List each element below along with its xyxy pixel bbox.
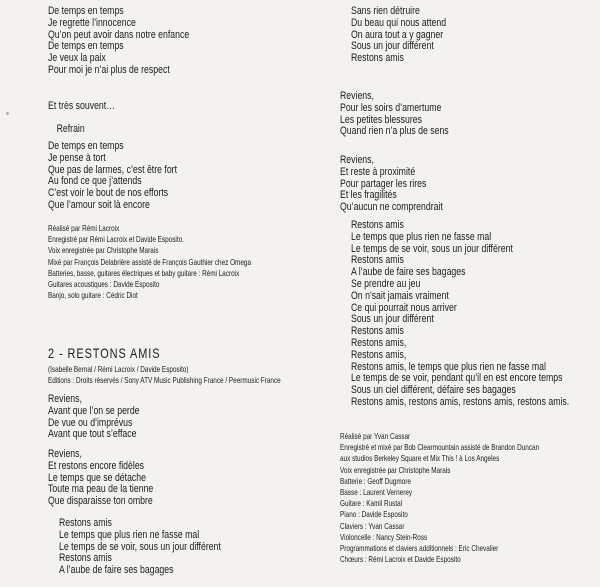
lyric-line: Et très souvent… xyxy=(48,100,115,112)
credit-line: aux studios Berkeley Square et Mix This ! à Los Angeles xyxy=(340,454,500,464)
lyric-line: Du beau qui nous attend xyxy=(351,16,447,29)
credit-line: Chœurs : Rémi Lacroix et Davide Esposito xyxy=(340,555,461,565)
credit-line: Enregistré par Rémi Lacroix et Davide Esposito. xyxy=(48,235,184,245)
lyric-line: Pour moi je n’ai plus de respect xyxy=(48,63,170,76)
right-credits xyxy=(340,431,595,565)
lyric-line: A l’aube de faire ses bagages xyxy=(351,266,466,279)
lyric-line: De temps en temps xyxy=(48,140,124,152)
song-title: 2 - RESTONS AMIS xyxy=(48,345,161,361)
lyric-line: Et reste à proximité xyxy=(340,165,416,178)
lyric-line: Ce qui pourrait nous arriver xyxy=(351,301,457,314)
song-editions: Editions : Droits réservés / Sony ATV Music Publishing France / Peermusic France xyxy=(48,376,281,385)
lyric-line: Le temps de se voir, sous un jour différent xyxy=(59,540,221,553)
credit-line: Réalisé par Yvan Cassar xyxy=(340,432,411,441)
lyric-line: Le temps que plus rien ne fasse mal xyxy=(59,528,200,541)
lyric-line: Restons amis, le temps que plus rien ne fasse mal xyxy=(351,360,546,373)
lyric-line: Le temps de se voir, pendant qu’il en est encore temps xyxy=(351,372,563,385)
lyric-line: Sous un ciel différent, défaire ses bagages xyxy=(351,384,516,397)
lyric-line: Et restons encore fidèles xyxy=(48,459,145,472)
lyric-line: Le temps de se voir, sous un jour différent xyxy=(351,242,513,255)
lyric-line: De temps en temps xyxy=(48,40,124,53)
refrain-label: Refrain xyxy=(56,123,85,135)
lyric-line: Restons amis xyxy=(59,552,112,565)
lyric-line: Qu’aucun ne comprendrait xyxy=(340,201,443,214)
lyric-line: Pour les soirs d’amertume xyxy=(340,101,442,114)
lyric-line: De temps en temps xyxy=(48,5,124,17)
lyric-line: Avant que l’on se perde xyxy=(48,404,140,417)
lyric-line: Que pas de larmes, c’est être fort xyxy=(48,163,178,176)
lyric-line: Restons amis, xyxy=(351,336,407,349)
lyric-line: Toute ma peau de la tienne xyxy=(48,483,154,496)
lyric-line: C’est voir le bout de nos efforts xyxy=(48,187,169,200)
lyric-line: Restons amis xyxy=(351,219,404,231)
left-stanza-5 xyxy=(48,518,267,577)
credit-line: Mixé par François Delabrière assisté de François Gauthier chez Omega xyxy=(48,257,252,267)
lyric-line: Reviens, xyxy=(340,154,374,166)
lyric-line: Que l’amour soit là encore xyxy=(48,198,150,211)
lyric-line: Je regrette l’innocence xyxy=(48,16,136,29)
credit-line: Violoncelle : Nancy Stein-Ross xyxy=(340,532,428,542)
lyric-line: Et les fragilités xyxy=(340,189,397,202)
lyric-line: Je veux la paix xyxy=(48,52,106,65)
lyric-line: Restons amis xyxy=(351,52,404,65)
credit-line: Claviers : Yvan Cassar xyxy=(340,521,405,531)
credit-line: Piano : Davide Esposito xyxy=(340,510,408,520)
credit-line: Voix enregistrée par Christophe Marais xyxy=(48,246,159,256)
lyric-line: Que disparaisse ton ombre xyxy=(48,495,153,508)
lyric-line: Reviens, xyxy=(340,90,374,102)
lyric-line: Le temps que se détache xyxy=(48,471,146,484)
lyric-line: Quand rien n’a plus de sens xyxy=(340,125,449,138)
left-credits xyxy=(48,223,308,301)
right-stanza-4 xyxy=(340,220,600,409)
lyric-line: Restons amis xyxy=(351,254,404,267)
left-stanza-3 xyxy=(48,394,165,441)
lyric-line: Au fond ce que j’attends xyxy=(48,175,142,188)
lyric-line: Avant que tout s’efface xyxy=(48,428,137,441)
right-stanza-1 xyxy=(340,6,473,65)
credit-line: Réalisé par Rémi Lacroix xyxy=(48,224,120,233)
paper-speck xyxy=(6,112,9,115)
lyric-line: Je pense à tort xyxy=(48,151,106,164)
credit-line: Voix enregistrée par Christophe Marais xyxy=(340,465,451,475)
lyric-line: Reviens, xyxy=(48,448,82,460)
lyric-line: Restons amis xyxy=(351,325,404,338)
left-stanza-1 xyxy=(48,6,229,77)
song-authors: (Isabelle Bernal / Rémi Lacroix / Davide Esposito) xyxy=(48,365,189,374)
credit-line: Guitares acoustiques : Davide Esposito xyxy=(48,280,160,290)
lyric-line: Sous un jour différent xyxy=(351,313,434,326)
lyric-line: Le temps que plus rien ne fasse mal xyxy=(351,230,492,243)
lyric-line: Restons amis, xyxy=(351,348,407,361)
credit-line: Batterie : Geoff Dugmore xyxy=(340,476,411,486)
credit-line: Basse : Laurent Vernerey xyxy=(340,488,413,498)
lyric-line: On n’sait jamais vraiment xyxy=(351,289,449,302)
credit-line: Banjo, solo guitare : Cédric Diot xyxy=(48,291,138,301)
lyric-line: Pour partager les rires xyxy=(340,177,427,190)
lyric-line: De vue ou d’imprévus xyxy=(48,416,133,429)
lyric-line: On aura tout a y gagner xyxy=(351,28,444,41)
lyric-line: Qu’on peut avoir dans notre enfance xyxy=(48,28,190,41)
credit-line: Guitare : Kamil Rustal xyxy=(340,499,403,509)
credit-line: Programmations et claviers additionnels : Eric Chevalier xyxy=(340,544,499,554)
lyric-line: Sous un jour différent xyxy=(351,40,434,53)
left-stanza-4 xyxy=(48,449,183,508)
credit-line: Batteries, basse, guitares électriques et baby guitare : Rémi Lacroix xyxy=(48,268,240,278)
lyric-line: Sans rien détruire xyxy=(351,5,420,17)
lyric-line: Se prendre au jeu xyxy=(351,277,421,290)
right-stanza-3 xyxy=(340,155,472,214)
right-stanza-2 xyxy=(340,91,479,138)
lyric-line: Restons amis xyxy=(59,517,112,529)
left-stanza-2 xyxy=(48,141,213,212)
credit-line: Enregistré et mixé par Bob Clearmountain assisté de Brandon Duncan xyxy=(340,443,540,453)
lyric-line: A l’aube de faire ses bagages xyxy=(59,564,174,577)
lyric-line: Reviens, xyxy=(48,393,82,405)
lyric-line: Les petites blessures xyxy=(340,113,422,126)
lyric-line: Restons amis, restons amis, restons amis, restons amis. xyxy=(351,395,570,408)
